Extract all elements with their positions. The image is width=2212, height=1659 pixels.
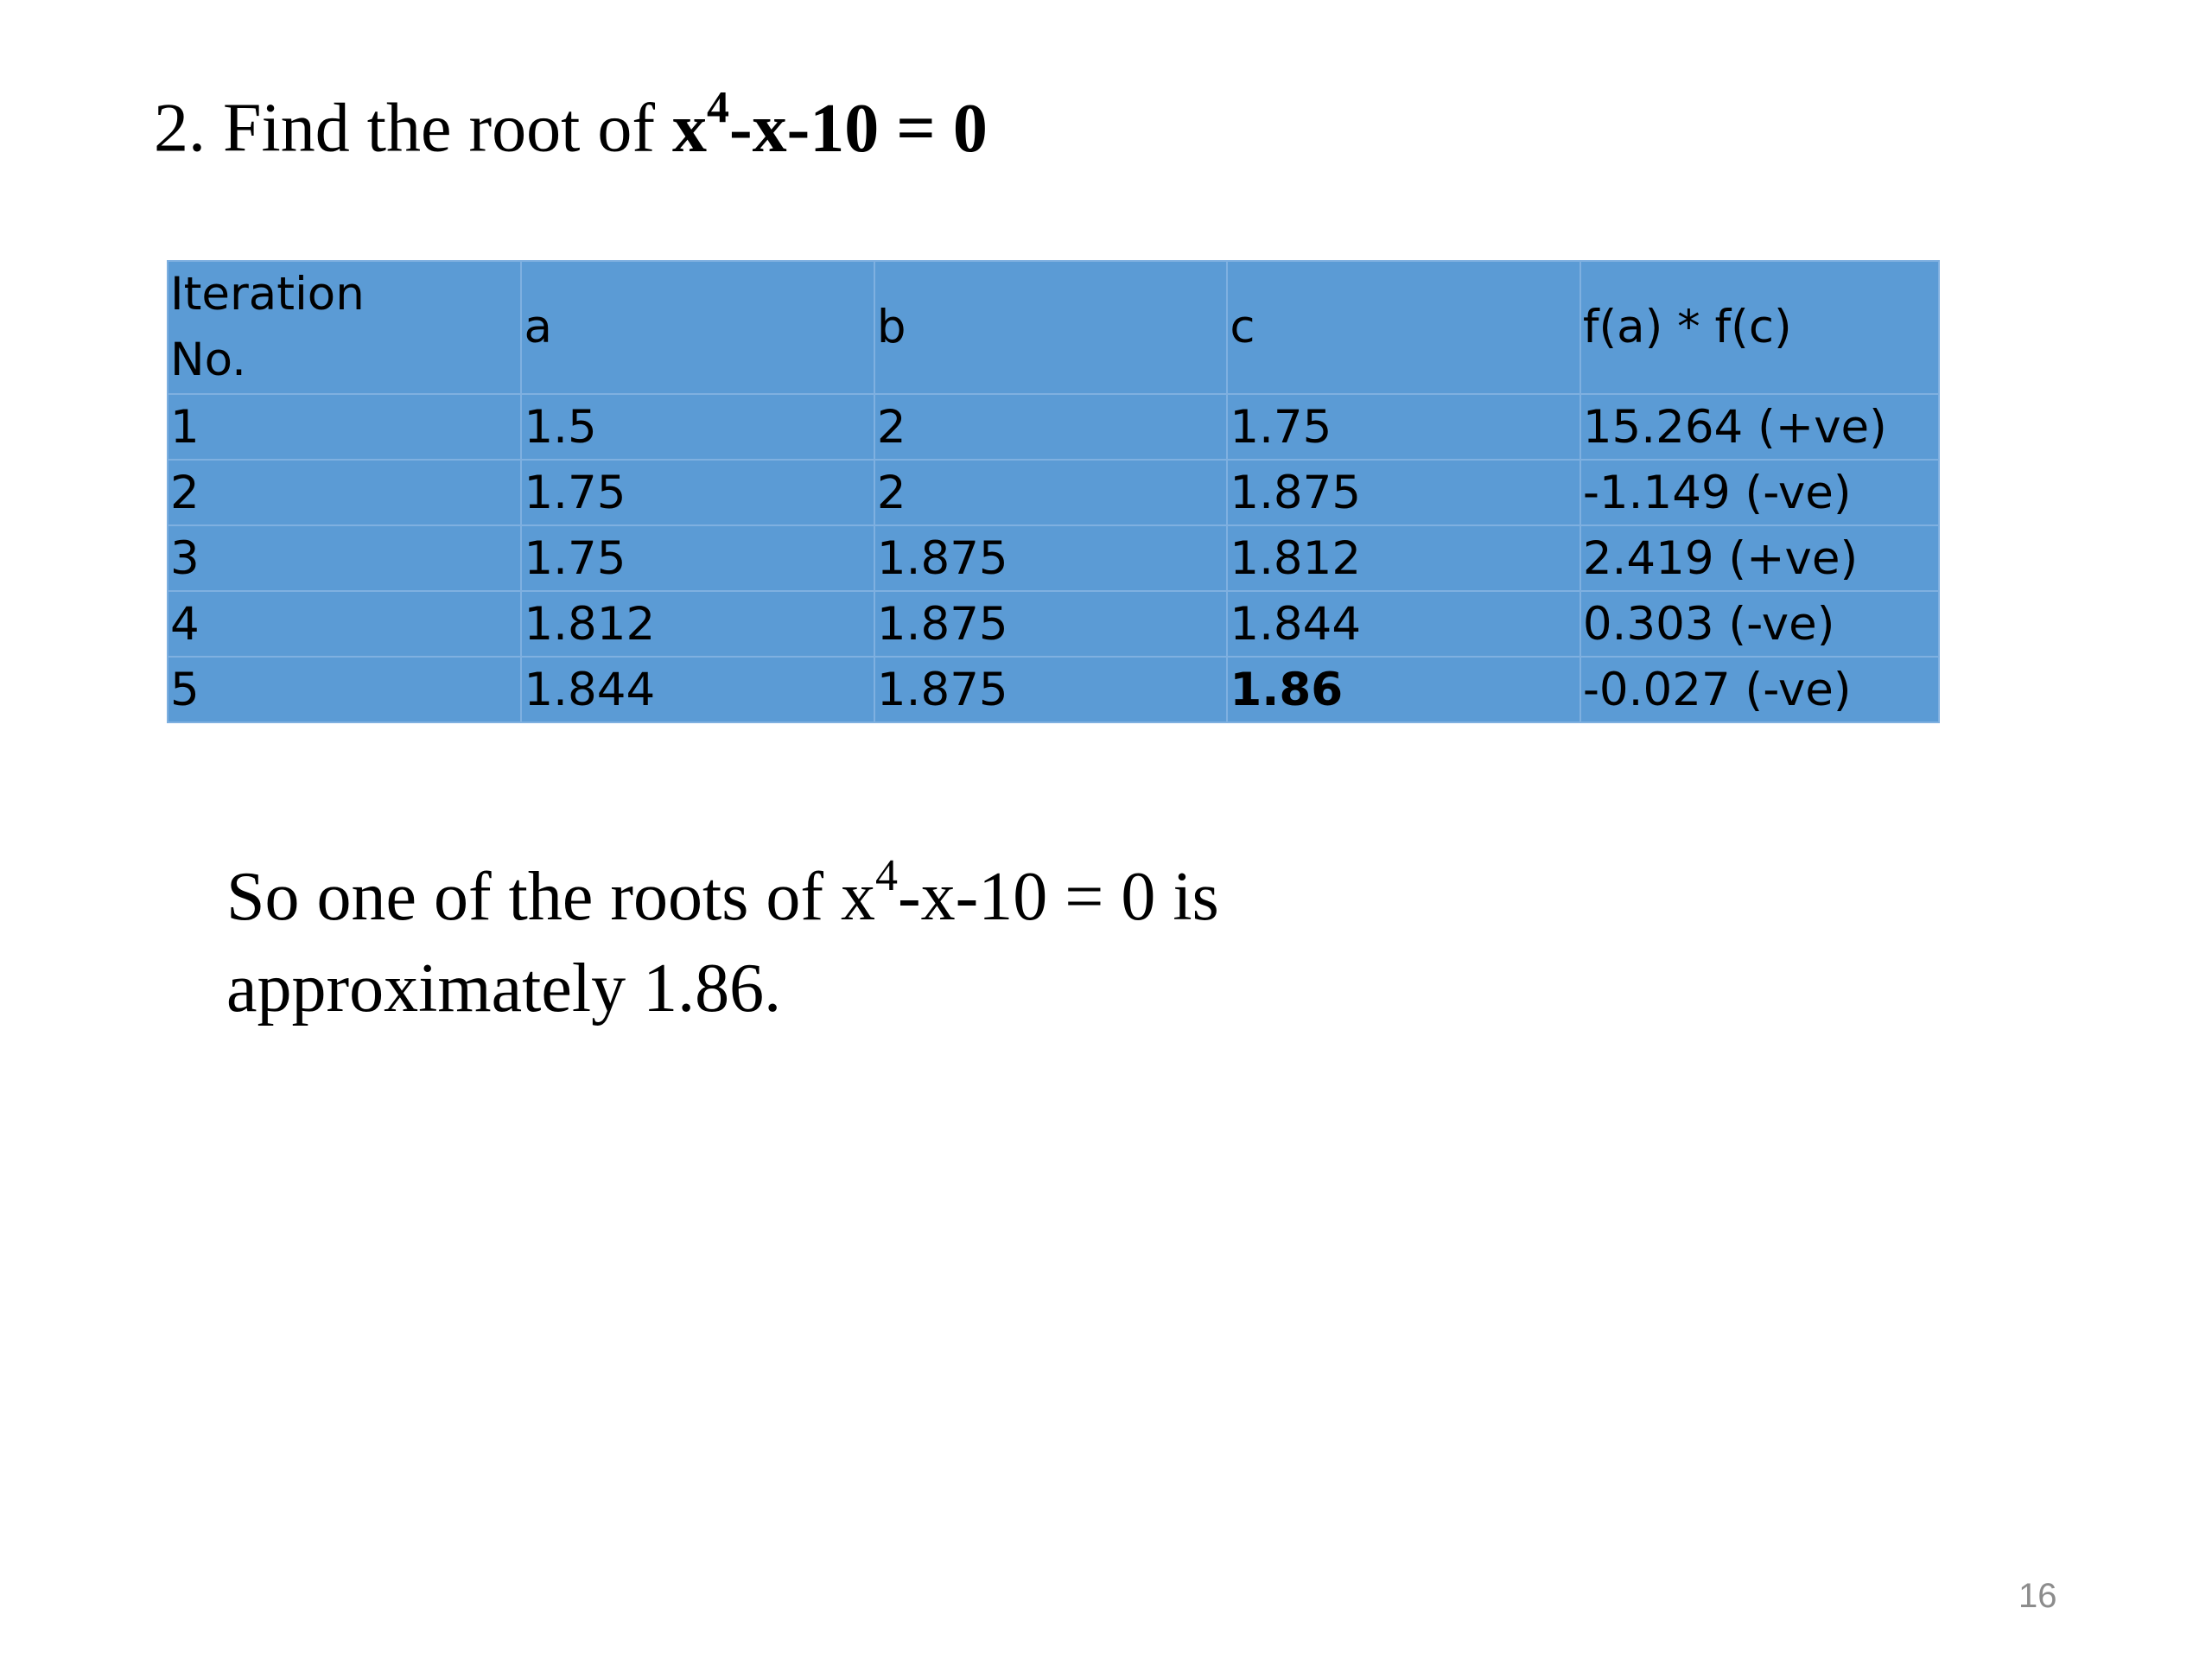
title-eq-base: x [671,90,707,167]
cell-b: 1.875 [874,657,1227,722]
cell-iteration: 3 [168,525,521,591]
table-row [168,591,1939,657]
cell-a: 1.812 [521,591,874,657]
cell-a: 1.75 [521,525,874,591]
cell-fa-fc: -1.149 (-ve) [1580,460,1939,525]
title-prefix: 2. Find the root of [154,90,672,167]
cell-c-root: 1.86 [1227,657,1580,722]
cell-c: 1.75 [1227,394,1580,460]
iteration-table [167,260,1940,723]
cell-b: 2 [874,394,1227,460]
title-equation [671,83,988,167]
cell-fa-fc: 2.419 (+ve) [1580,525,1939,591]
cell-fa-fc: 0.303 (-ve) [1580,591,1939,657]
slide-title [154,83,988,170]
conclusion-part2: -x-10 = 0 is [898,859,1219,935]
cell-b: 2 [874,460,1227,525]
cell-c: 1.875 [1227,460,1580,525]
header-iteration-no [168,261,521,394]
conclusion-part1: So one of the roots of x [226,859,876,935]
cell-fa-fc: 15.264 (+ve) [1580,394,1939,460]
header-iteration-line2: No. [170,334,246,386]
cell-fa-fc: -0.027 (-ve) [1580,657,1939,722]
title-eq-exponent: 4 [706,83,729,132]
conclusion-exponent: 4 [875,851,899,901]
cell-a: 1.844 [521,657,874,722]
table-row [168,657,1939,722]
cell-iteration: 5 [168,657,521,722]
cell-a: 1.75 [521,460,874,525]
table-row [168,394,1939,460]
header-iteration-line1: Iteration [170,268,365,321]
table-header-row [168,261,1939,394]
header-a: a [521,261,874,394]
cell-c: 1.812 [1227,525,1580,591]
cell-c: 1.844 [1227,591,1580,657]
conclusion-line2: approximately 1.86. [226,950,782,1027]
cell-iteration: 2 [168,460,521,525]
page-number: 16 [2018,1577,2057,1615]
cell-b: 1.875 [874,591,1227,657]
cell-iteration: 1 [168,394,521,460]
cell-a: 1.5 [521,394,874,460]
table-row [168,460,1939,525]
cell-b: 1.875 [874,525,1227,591]
header-c: c [1227,261,1580,394]
conclusion-text [226,851,1522,1034]
header-b: b [874,261,1227,394]
cell-iteration: 4 [168,591,521,657]
title-eq-rest: -x-10 = 0 [728,90,988,167]
header-fa-fc: f(a) * f(c) [1580,261,1939,394]
table-row [168,525,1939,591]
